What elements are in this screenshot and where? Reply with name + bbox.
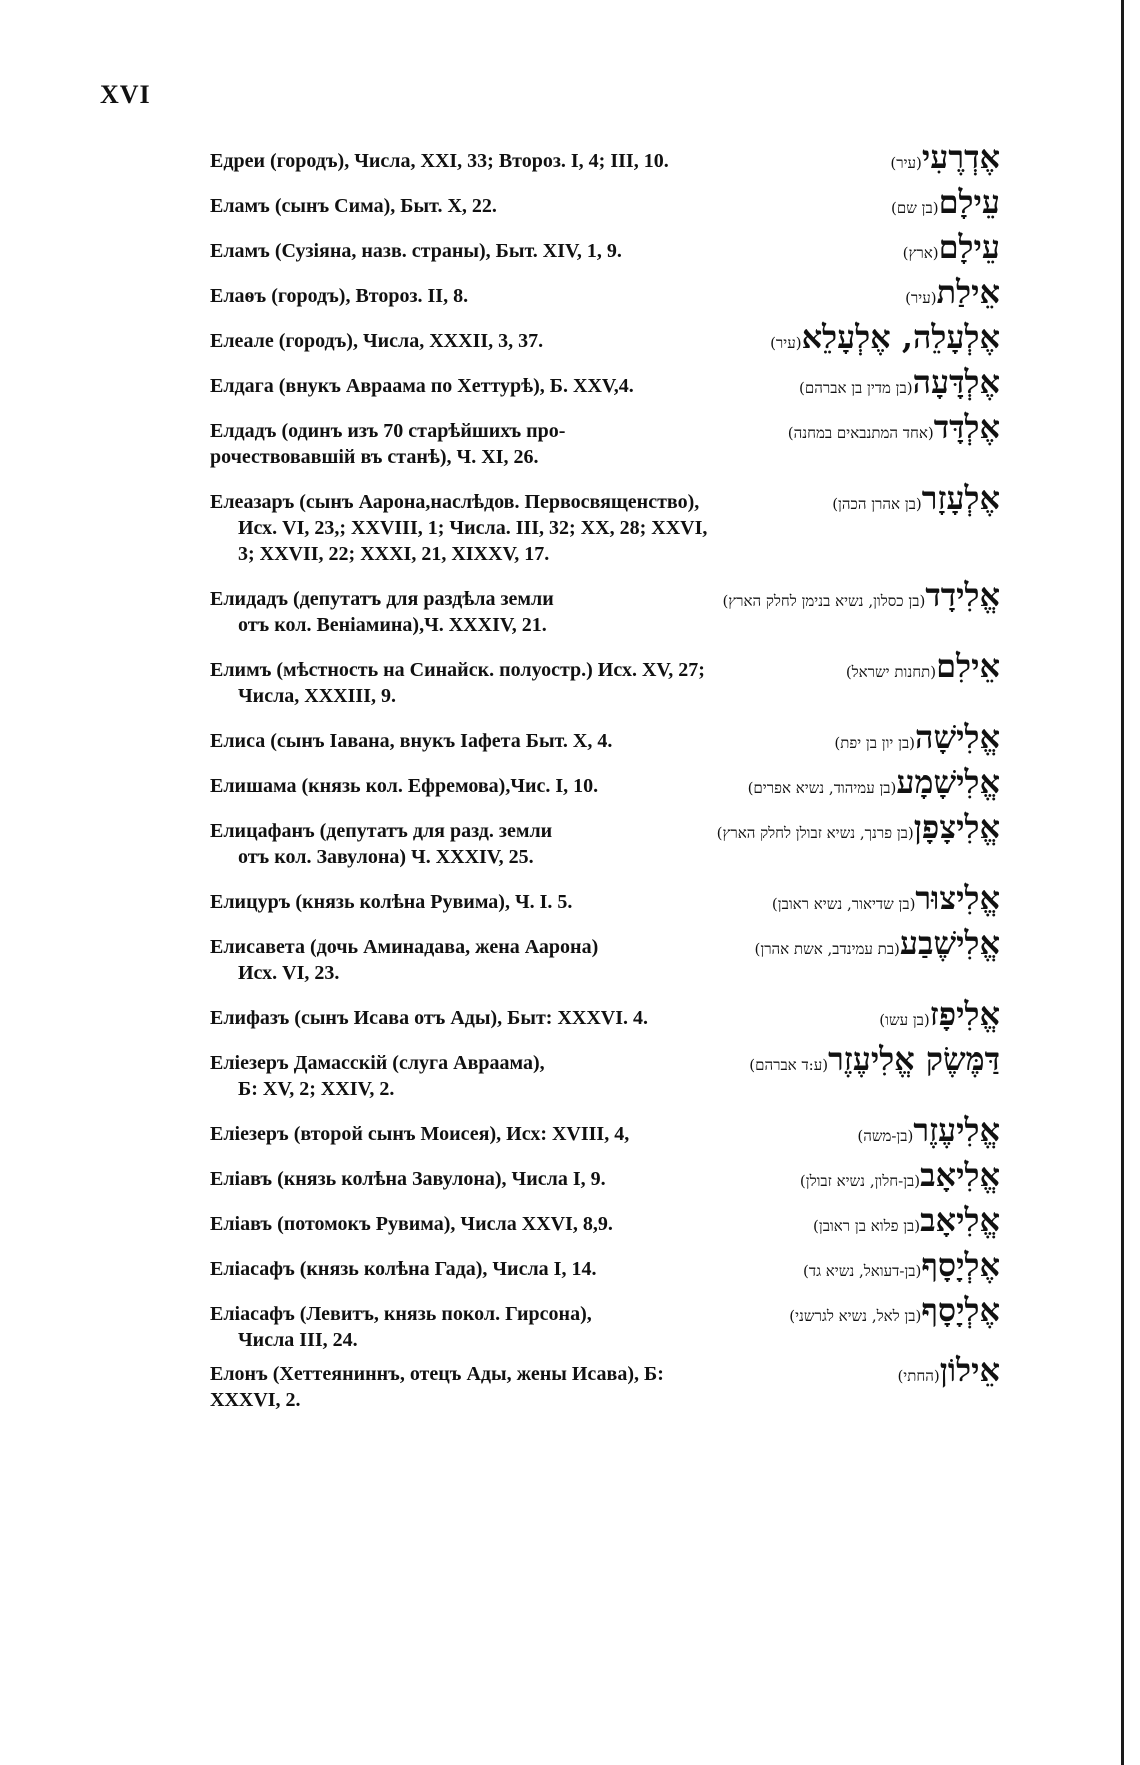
entry-russian-continued: отъ кол. Завулона) Ч. XXXIV, 25. bbox=[238, 846, 534, 868]
entry-hebrew: עֵילָם(בן שם) bbox=[891, 183, 1000, 221]
entry-russian: Еліезеръ Дамасскій (слуга Авраама), bbox=[210, 1052, 545, 1074]
entry-eliasaf-gad bbox=[210, 1246, 1000, 1284]
entry-eliav-reuben bbox=[210, 1201, 1000, 1239]
entry-elishama bbox=[210, 763, 1000, 801]
entry-elam-son bbox=[210, 183, 1000, 221]
entry-russian: Елимъ (мѣстность на Синайск. полуостр.) Исх. XV, 27; bbox=[210, 659, 705, 681]
entry-hebrew: אֱלִישֶׁבַע(בת עמינדב, אשת אהרן) bbox=[754, 924, 1000, 962]
entry-russian: Еліезеръ (второй сынъ Моисея), Исх: XVIII, 4, bbox=[210, 1123, 630, 1145]
entry-russian: Елаѳъ (городъ), Второз. II, 8. bbox=[210, 285, 469, 307]
entry-hebrew: אֵילוֹן(החתי) bbox=[897, 1351, 1000, 1389]
entry-russian: Елисавета (дочь Аминадава, жена Аарона) bbox=[210, 936, 599, 958]
entry-elath bbox=[210, 273, 1000, 311]
entry-russian-continued: Исх. VI, 23. bbox=[238, 962, 340, 984]
entry-eliav-zebulun bbox=[210, 1156, 1000, 1194]
entry-hebrew: דַּמֶּשֶׂק אֱלִיעֶזֶר(ע:ד אברהם) bbox=[749, 1040, 1000, 1078]
entry-russian: Еліавъ (князь колѣна Завулона), Числа I, 9. bbox=[210, 1168, 606, 1190]
entry-russian-continued: Исх. VI, 23,; XXVIII, 1; Числа. III, 32; XX, 28; XXVI, 3; XXVII, 22; XXXI, 21, XIXXV, 17. bbox=[238, 517, 708, 565]
entry-elitsur bbox=[210, 879, 1000, 917]
entry-elam-country bbox=[210, 228, 1000, 266]
entry-hebrew: עֵילָם(ארץ) bbox=[902, 228, 1000, 266]
entry-elisa bbox=[210, 718, 1000, 756]
entry-russian: Елдага (внукъ Авраама по Хеттурѣ), Б. XXV,4. bbox=[210, 375, 634, 397]
entry-russian-continued: рочествовавшій въ станѣ), Ч. XI, 26. bbox=[210, 446, 539, 468]
entry-hebrew: אֱלִיצָפָן(בן פרנך, נשיא זבולן לחלק הארץ) bbox=[716, 808, 1000, 846]
entry-elidad bbox=[210, 576, 1000, 638]
page-edge bbox=[1121, 0, 1124, 1765]
entry-russian-continued: Числа III, 24. bbox=[238, 1329, 358, 1351]
entry-hebrew: אֶלְעָזָר(בן אהרן הכהן) bbox=[832, 479, 1000, 517]
entry-hebrew: אֱלִיצוּר(בן שדיאור, נשיא ראובן) bbox=[771, 879, 1000, 917]
entry-eliezer-damascus bbox=[210, 1040, 1000, 1102]
entry-russian: Елеазаръ (сынъ Аарона,наслѣдов. Первосвященство), bbox=[210, 491, 700, 513]
entry-russian-continued: Б: XV, 2; XXIV, 2. bbox=[238, 1078, 395, 1100]
entry-hebrew: אֱלִישָׁמָע(בן עמיהוד, נשיא אפרים) bbox=[747, 763, 1000, 801]
entry-russian: Елеале (городъ), Числа, XXXII, 3, 37. bbox=[210, 330, 544, 352]
entry-hebrew: אֱלִיפָז(בן עשו) bbox=[879, 995, 1000, 1033]
entry-russian: Елицуръ (князь колѣна Рувима), Ч. I. 5. bbox=[210, 891, 573, 913]
entry-russian: Елидадъ (депутатъ для раздѣла земли bbox=[210, 588, 554, 610]
entry-eldad bbox=[210, 408, 1000, 470]
entry-russian-continued: отъ кол. Веніамина),Ч. XXXIV, 21. bbox=[238, 614, 547, 636]
entry-hebrew: אֵילִם(תחנות ישראל) bbox=[845, 647, 1000, 685]
entry-russian: Еліасафъ (Левитъ, князь покол. Гирсона), bbox=[210, 1303, 592, 1325]
entry-russian: Еламъ (сынъ Сима), Быт. X, 22. bbox=[210, 195, 497, 217]
entry-russian: Елифазъ (сынъ Исава отъ Ады), Быт: XXXVI. 4. bbox=[210, 1007, 649, 1029]
entry-hebrew: אֶדְרֶעִי(עיר) bbox=[890, 138, 1000, 176]
entry-elifaz bbox=[210, 995, 1000, 1033]
entry-hebrew: אֶלְדָּעָה(בן מדין בן אברהם) bbox=[799, 363, 1000, 401]
entry-eleazar bbox=[210, 479, 1000, 567]
entry-list bbox=[210, 138, 1000, 1432]
entry-eliezer-moses bbox=[210, 1111, 1000, 1149]
entry-hebrew: אֶלְדָּד(אחד המתנבאים במחנה) bbox=[787, 408, 1000, 446]
entry-hebrew: אֱלִישָׁה(בן יון בן יפת) bbox=[834, 718, 1000, 756]
entry-hebrew: אֶלְיָסָף(בן-דעואל, נשיא גד) bbox=[803, 1246, 1000, 1284]
entry-russian: Елишама (князь кол. Ефремова),Чис. I, 10. bbox=[210, 775, 599, 797]
entry-russian: Еламъ (Сузіяна, назв. страны), Быт. XIV, 1, 9. bbox=[210, 240, 622, 262]
entry-edrei bbox=[210, 138, 1000, 176]
entry-hebrew: אֱלִיאָב(בן-חלון, נשיא זבולן) bbox=[799, 1156, 1000, 1194]
entry-eliasaf-levite bbox=[210, 1291, 1000, 1353]
entry-hebrew: אֵילַת(עיר) bbox=[905, 273, 1000, 311]
page-number: XVI bbox=[100, 80, 151, 109]
entry-russian: Едреи (городъ), Числа, XXI, 33; Второз. I, 4; III, 10. bbox=[210, 150, 669, 172]
entry-elim bbox=[210, 647, 1000, 709]
entry-russian: Елицафанъ (депутатъ для разд. земли bbox=[210, 820, 553, 842]
entry-russian-continued: Числа, XXXIII, 9. bbox=[238, 685, 396, 707]
entry-elisaveta bbox=[210, 924, 1000, 986]
entry-eleale bbox=[210, 318, 1000, 356]
entry-hebrew: אֱלִיעֶזֶר(בן-משה) bbox=[857, 1111, 1000, 1149]
entry-hebrew: אֶלְיָסָף(בן לאל, נשיא לגרשני) bbox=[789, 1291, 1000, 1329]
entry-russian: Елонъ (Хеттеяниннъ, отецъ Ады, жены Исава), Б: XXXVI, 2. bbox=[210, 1363, 664, 1411]
entry-elon bbox=[210, 1351, 1000, 1413]
entry-hebrew: אֶלְעָלֵה, אֶלְעָלֵא(עיר) bbox=[770, 318, 1000, 356]
entry-hebrew: אֱלִיאָב(בן פלוא בן ראובן) bbox=[813, 1201, 1000, 1239]
entry-russian: Елиса (сынъ Іавана, внукъ Іафета Быт. X, 4. bbox=[210, 730, 613, 752]
entry-elitsafan bbox=[210, 808, 1000, 870]
entry-hebrew: אֱלִידָד(בן כסלון, נשיא בנימן לחלק הארץ) bbox=[722, 576, 1000, 614]
entry-eldaga bbox=[210, 363, 1000, 401]
entry-russian: Еліавъ (потомокъ Рувима), Числа XXVI, 8,9. bbox=[210, 1213, 613, 1235]
entry-russian: Еліасафъ (князь колѣна Гада), Числа I, 14. bbox=[210, 1258, 597, 1280]
entry-russian: Елдадъ (одинъ изъ 70 старѣйшихъ про- bbox=[210, 420, 566, 442]
